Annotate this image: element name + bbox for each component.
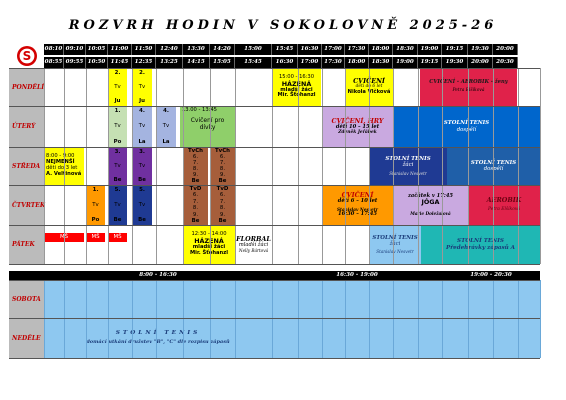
day-label-saturday: SOBOTA — [9, 280, 44, 318]
grid-vline-weekend — [540, 280, 541, 358]
wednesday-tvch-2: TvCh 6. 7. 8. 9. Be — [210, 147, 235, 185]
grid-vline — [540, 68, 541, 264]
grid-vline-weekend — [44, 280, 45, 358]
tuesday-class-1: 1. Tv Po — [108, 106, 127, 147]
time-header-end: 19:30 — [442, 57, 468, 68]
time-header-start: 17:30 — [345, 44, 369, 55]
grid-vline-weekend — [272, 280, 273, 358]
time-header-start: 20:00 — [493, 44, 518, 55]
grid-vline — [493, 68, 494, 264]
time-header-end: 09:55 — [64, 57, 86, 68]
thursday-tvd-2: TvD 6. 7. 8. 9. Be — [210, 185, 235, 225]
grid-hline-weekend — [9, 318, 540, 319]
grid-hline — [9, 147, 540, 148]
time-header-start: 14:20 — [210, 44, 235, 55]
time-header-start: 19:15 — [442, 44, 468, 55]
day-label-wednesday: STŘEDA — [9, 147, 44, 185]
tuesday-girls-block: 13.00 - 13:45 Cvičení pro dívky — [180, 106, 235, 147]
tuesday-tenis-block: STOLNÍ TENIS dospělí — [393, 106, 540, 147]
wednesday-tvch-1: TvCh 6. 7. 8. 9. Be — [183, 147, 208, 185]
svg-text:S: S — [22, 49, 31, 64]
grid-vline — [345, 68, 346, 264]
time-header-end: 14:15 — [183, 57, 210, 68]
wednesday-nejmensi-block: 8:00 - 9:00 NEJMENŠÍ děti do 3 let A. Veltinová — [44, 147, 84, 185]
thursday-tvd-1: TvD 6. 7. 8. 9. Be — [183, 185, 208, 225]
time-header-end: 16:30 — [272, 57, 298, 68]
time-header-end: 11:45 — [108, 57, 132, 68]
weekend-time-3: 19:00 - 20:30 — [442, 271, 540, 280]
thursday-class-2: 5. Tv Be — [108, 185, 127, 225]
friday-florbal-block: FLORBAL mladší žáci Nelly Bártová — [235, 225, 272, 264]
weekend-time-2: 16:30 - 19:00 — [272, 271, 442, 280]
friday-ms-2: MŠ — [86, 233, 105, 242]
time-header-start: 19:00 — [418, 44, 442, 55]
wednesday-class-1: 3. Tv Be — [108, 147, 127, 185]
grid-vline — [86, 68, 87, 264]
grid-vline-weekend — [132, 280, 133, 358]
time-header-start: 18:30 — [393, 44, 418, 55]
time-header-end: 12:35 — [132, 57, 156, 68]
grid-vline — [132, 68, 133, 264]
wednesday-class-2: 3. Tv Be — [132, 147, 152, 185]
grid-vline — [393, 68, 394, 264]
grid-vline — [518, 68, 519, 264]
grid-vline-weekend — [108, 280, 109, 358]
monday-cviceni-block: CVIČENÍ děti do 6 let Nikola Vlčková — [345, 68, 393, 106]
time-header-end: 17:30 — [322, 57, 345, 68]
grid-vline-weekend — [442, 280, 443, 358]
time-header-start: 11:00 — [108, 44, 132, 55]
time-header-end: 08:55 — [44, 57, 64, 68]
time-header-end: 15:05 — [210, 57, 235, 68]
tuesday-hry-block: CVIČENÍ, HRY děti 10 – 15 let Zdeněk Jeřábek — [322, 106, 393, 147]
grid-vline — [322, 68, 323, 264]
monday-aerobik-block: CVIČENÍ - AEROBIK - ženy Petra Elšíková — [420, 68, 517, 106]
grid-vline — [369, 68, 370, 264]
thursday-class-1: 1. Tv Po — [86, 185, 105, 225]
monday-class-2: 2. Tv Ju — [132, 68, 152, 106]
grid-vline — [298, 68, 299, 264]
thursday-cviceni-block: CVIČENÍ děti 6 – 10 let Stanislav Nesvetr 16:30 – 17:45 — [322, 185, 393, 225]
grid-vline-weekend — [518, 280, 519, 358]
grid-hline — [9, 225, 540, 226]
day-label-monday: PONDĚLÍ — [9, 68, 44, 106]
grid-vline-weekend — [64, 280, 65, 358]
grid-vline-weekend — [468, 280, 469, 358]
time-header-start: 16:30 — [298, 44, 322, 55]
grid-vline-weekend — [298, 280, 299, 358]
day-label-tuesday: ÚTERÝ — [9, 106, 44, 147]
time-header-end: 10:50 — [86, 57, 108, 68]
grid-vline-weekend — [493, 280, 494, 358]
tuesday-class-3: 4. Tv La — [156, 106, 176, 147]
grid-hline — [9, 185, 540, 186]
grid-vline — [44, 68, 45, 264]
schedule-title: ROZVRH HODIN V SOKOLOVNĚ 2025-26 — [68, 18, 498, 33]
time-header-end: 13:25 — [156, 57, 183, 68]
grid-hline-weekend — [9, 280, 540, 281]
friday-hazena-block: 12:30 - 14:00 HÁZENÁ mladší žáci Mir. Šťohanzl — [183, 225, 235, 264]
time-header-start: 18:00 — [369, 44, 393, 55]
monday-class-1: 2. Tv Ju — [108, 68, 127, 106]
time-header-end: 17:00 — [298, 57, 322, 68]
grid-vline — [442, 68, 443, 264]
friday-ms-1: MŠ — [44, 233, 84, 242]
wednesday-tenis-zaci-block: STOLNÍ TENIS žáci Stanislav Nesvetr — [369, 147, 447, 185]
friday-ms-3: MŠ — [108, 233, 127, 242]
sunday-block: STOLNÍ TENIS domácí utkání družstev "B", "C" dle rozpisu zápasů — [44, 318, 272, 358]
time-header-start: 17:00 — [322, 44, 345, 55]
grid-hline — [9, 264, 540, 265]
grid-vline-weekend — [156, 280, 157, 358]
day-label-sunday: NEDĚLE — [9, 318, 44, 358]
time-header-start: 19:30 — [468, 44, 493, 55]
time-header-start: 10:05 — [86, 44, 108, 55]
grid-vline-weekend — [322, 280, 323, 358]
time-header-start: 11:50 — [132, 44, 156, 55]
grid-vline-weekend — [183, 280, 184, 358]
grid-vline-weekend — [369, 280, 370, 358]
time-header-start: 13:30 — [183, 44, 210, 55]
time-header-end: 20:30 — [493, 57, 518, 68]
grid-vline-weekend — [418, 280, 419, 358]
grid-vline — [272, 68, 273, 264]
grid-vline-weekend — [393, 280, 394, 358]
grid-vline — [156, 68, 157, 264]
grid-vline-weekend — [345, 280, 346, 358]
wednesday-tenis-dosp-block: STOLNÍ TENIS dospělí — [447, 147, 540, 185]
time-header-start: 09:10 — [64, 44, 86, 55]
time-header-start: 08:10 — [44, 44, 64, 55]
time-header-start: 15:45 — [272, 44, 298, 55]
grid-vline — [183, 68, 184, 264]
grid-vline — [468, 68, 469, 264]
sunday-block-right — [272, 318, 540, 358]
grid-hline — [9, 68, 540, 69]
time-header-end: 19:15 — [418, 57, 442, 68]
thursday-class-3: 5. Tv Be — [132, 185, 152, 225]
time-header-end: 20:00 — [468, 57, 493, 68]
grid-vline-weekend — [235, 280, 236, 358]
grid-vline — [210, 68, 211, 264]
saturday-block — [44, 280, 540, 318]
grid-vline — [235, 68, 236, 264]
time-header-end: 18:00 — [345, 57, 369, 68]
monday-hazena-block: 15:00 - 16:30 HÁZENÁ mladší žáci Mir. Šťohanzl — [272, 68, 321, 106]
time-header-start: 12:40 — [156, 44, 183, 55]
friday-tenis-a-block: STOLNÍ TENIS Předehrávky zápasů A — [421, 225, 540, 264]
grid-vline-weekend — [210, 280, 211, 358]
thursday-aerobik-block: AEROBIK Petra Elšíková — [468, 185, 540, 225]
grid-vline — [418, 68, 419, 264]
time-header-end: 19:00 — [393, 57, 418, 68]
day-label-friday: PÁTEK — [9, 225, 44, 264]
day-label-thursday: ČTVRTEK — [9, 185, 44, 225]
time-header-start: 15:00 — [235, 44, 272, 55]
weekend-time-1: 8:00 - 16:30 — [44, 271, 272, 280]
friday-tenis-zaci-block: STOLNÍ TENIS žáci Stanislav Nesvetr — [369, 225, 421, 264]
grid-vline — [108, 68, 109, 264]
weekend-header-corner — [9, 271, 44, 280]
grid-vline-weekend — [86, 280, 87, 358]
grid-vline — [64, 68, 65, 264]
time-header-end: 15:45 — [235, 57, 272, 68]
grid-hline — [9, 106, 540, 107]
grid-hline-weekend — [9, 358, 540, 359]
tuesday-class-2: 4. Tv La — [132, 106, 152, 147]
time-header-end: 18:30 — [369, 57, 393, 68]
sokol-logo-icon — [9, 44, 44, 68]
thursday-joga-block: začátek v 17:45 JÓGA Marie Doležalová — [393, 185, 468, 225]
